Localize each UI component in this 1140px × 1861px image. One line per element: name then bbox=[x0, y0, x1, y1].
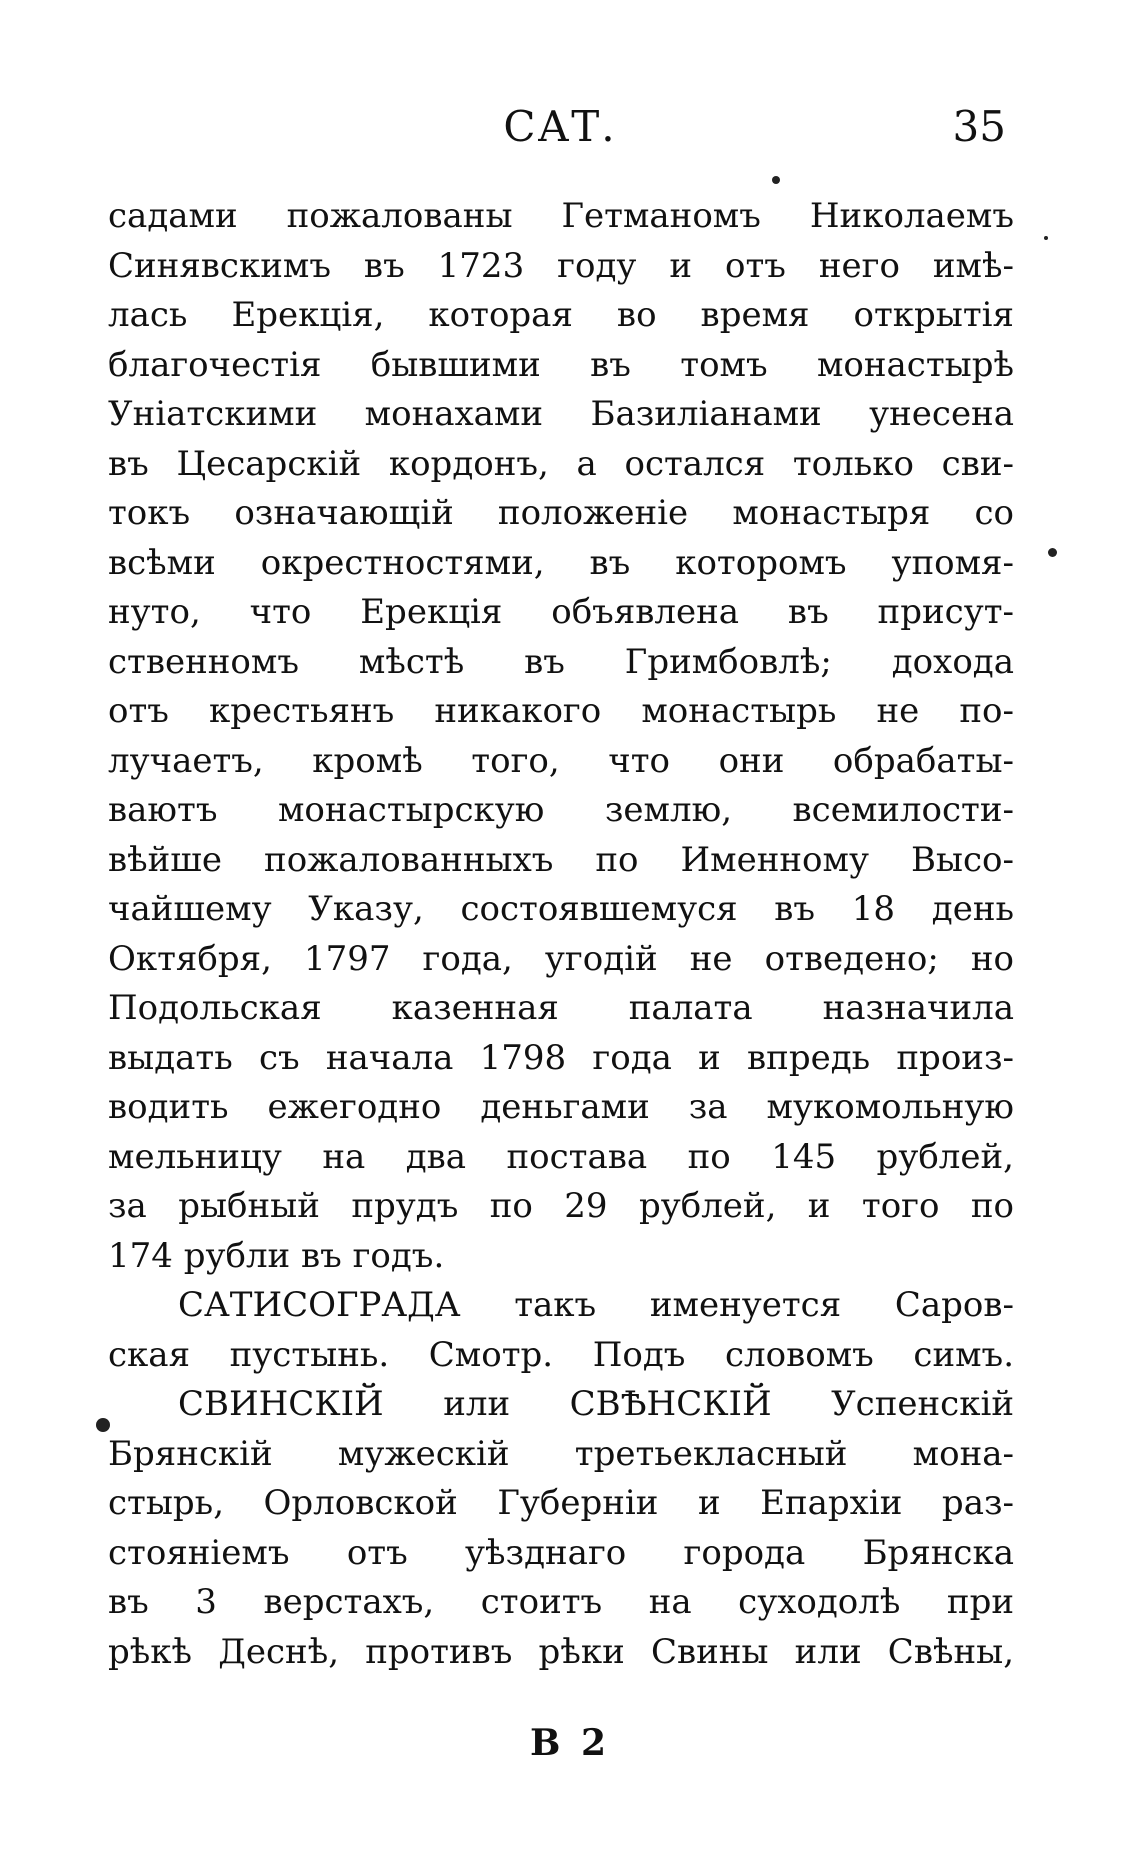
text-line: вѣйше пожалованныхъ по Именному Высо- bbox=[108, 839, 1014, 880]
text-line: токъ означающій положеніе монастыря со bbox=[108, 493, 1014, 533]
text-line: въ 3 верстахъ, стоитъ на суходолѣ при bbox=[108, 1582, 1014, 1622]
text-line: 174 рубли въ годъ. bbox=[108, 1235, 445, 1276]
ink-speck bbox=[1048, 548, 1057, 557]
text-line: Синявскимъ въ 1723 году и отъ него имѣ- bbox=[108, 245, 1014, 286]
text-line: ская пустынь. Смотр. Подъ словомъ симъ. bbox=[108, 1334, 1014, 1375]
text-line: Подольская казенная палата назначила bbox=[108, 988, 1014, 1028]
text-line: водить ежегодно деньгами за мукомольную bbox=[108, 1087, 1014, 1127]
text-line: рѣкѣ Деснѣ, противъ рѣки Свины или Свѣны, bbox=[108, 1631, 1014, 1672]
text-line: ственномъ мѣстѣ въ Гримбовлѣ; дохода bbox=[108, 641, 1014, 682]
body-text bbox=[108, 192, 1014, 1677]
text-line: Брянскій мужескій третьекласный мона- bbox=[108, 1433, 1014, 1474]
entry-heading-line: САТИСОГРАДА такъ именуется Саров- bbox=[178, 1285, 1014, 1325]
text-line: благочестія бывшими въ томъ монастырѣ bbox=[108, 344, 1014, 385]
text-line: садами пожалованы Гетманомъ Николаемъ bbox=[108, 196, 1014, 236]
ink-speck bbox=[1044, 236, 1048, 240]
signature-mark: В 2 bbox=[529, 1722, 610, 1764]
page-header bbox=[100, 102, 1020, 162]
ink-speck bbox=[96, 1418, 110, 1432]
text-line: отъ крестьянъ никакого монастырь не по- bbox=[108, 691, 1014, 731]
text-line: всѣми окрестностями, въ которомъ упомя- bbox=[108, 542, 1014, 583]
ink-speck bbox=[772, 176, 780, 184]
text-line: выдать съ начала 1798 года и впредь произ- bbox=[108, 1037, 1014, 1078]
text-line: лась Ерекція, которая во время открытія bbox=[108, 295, 1014, 335]
running-title: САТ. bbox=[503, 102, 617, 151]
page-number: 35 bbox=[952, 102, 1006, 151]
text-line: нуто, что Ерекція объявлена въ присут- bbox=[108, 592, 1014, 632]
text-line: мельницу на два постава по 145 рублей, bbox=[108, 1136, 1014, 1177]
text-line: за рыбный прудъ по 29 рублей, и того по bbox=[108, 1186, 1014, 1226]
text-line: лучаетъ, кромѣ того, что они обрабаты- bbox=[108, 740, 1014, 781]
text-line: стырь, Орловской Губерніи и Епархіи раз- bbox=[108, 1483, 1014, 1523]
text-line: Уніатскими монахами Базиліанами унесена bbox=[108, 394, 1014, 434]
text-line: въ Цесарскій кордонъ, а остался только сви- bbox=[108, 443, 1014, 484]
text-line: Октября, 1797 года, угодій не отведено; но bbox=[108, 938, 1014, 979]
text-line: ваютъ монастырскую землю, всемилости- bbox=[108, 790, 1014, 830]
text-line: стояніемъ отъ уѣзднаго города Брянска bbox=[108, 1532, 1014, 1573]
entry-heading-line: СВИНСКІЙ или СВѢНСКІЙ Успенскій bbox=[178, 1384, 1014, 1424]
text-line: чайшему Указу, состоявшемуся въ 18 день bbox=[108, 889, 1014, 929]
